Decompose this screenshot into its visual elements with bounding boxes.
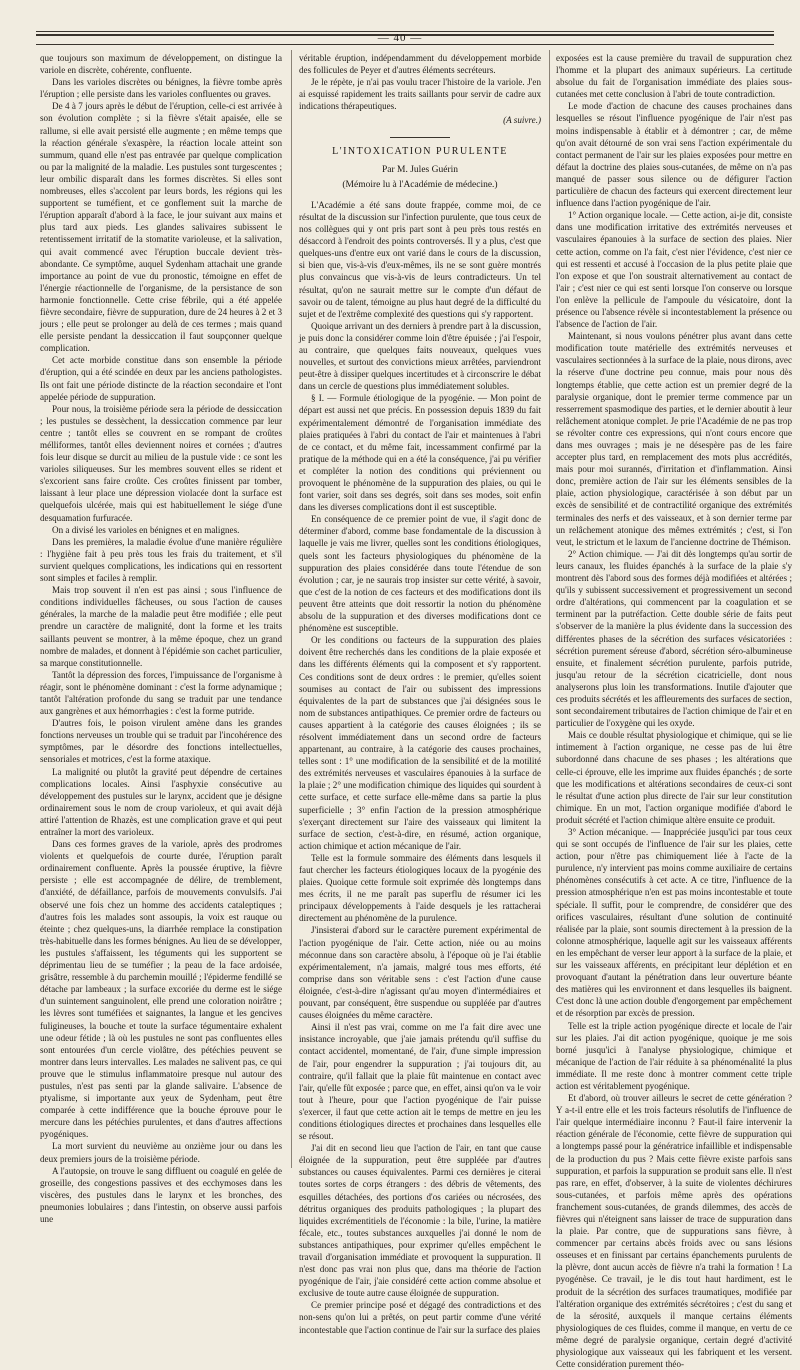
paragraph: Mais trop souvent il n'en est pas ainsi ; sous l'influence de conditions individuelles fâcheuses, ou sous l'action de causes générales, la marche de la maladie peut être modifiée ; elle peut prendre un caractère de malignité, dont la forme et les traits saillants peuvent se montrer, à la même époque, chez un grand nombre de malades, et donnent à l'épidémie son cachet particulier, sa marque constitutionnelle.: [40, 585, 282, 668]
paragraph: La malignité ou plutôt la gravité peut dépendre de certaines complications locales. Ainsi l'asphyxie consécutive au développement des pustules sur le larynx, accident que je désigne ordinairement sous le nom de croup varioleux, et qui avait déjà attiré l'attention de Rhazès, est une complication grave et qui peut entraîner la mort des varioleux.: [40, 766, 282, 837]
header-rule-bottom: [36, 44, 774, 45]
paragraph: Telle est la triple action pyogénique directe et locale de l'air sur les plaies. J'ai dit action pyogénique, quoique je me sois borné jusqu'ici à l'analyse physiologique, chimique et mécanique de l'action de l'air réduite à sa phénoménalité la plus immédiate. Il me reste donc à montrer comment cette triple action est véritablement pyogénique.: [556, 1020, 792, 1091]
paragraph: § I. — Formule étiologique de la pyogénie. — Mon point de départ est aussi net que précis. En possession depuis 1839 du fait expérimentalement démontré de l'organisation immédiate des plaies pratiquées à l'abri du contact de l'air et maintenues à l'abri de ce contact, et du même fait, incessamment confirmé par la pratique de la méthode qui en a été la conséquence, j'ai pu vérifier et compléter la notion des conditions qui préviennent ou provoquent le phénomène de la suppuration des plaies, ou qui le font varier, soit dans ses degrés, soit dans ses modes, soit enfin dans les diverses complications dont il est susceptible.: [299, 393, 541, 513]
paragraph: Dans ces formes graves de la variole, après des prodromes violents et quelquefois de courte durée, l'éruption paraît ordinairement confluente. Après la poussée éruptive, la fièvre persiste ; elle est accompagnée de délire, de tremblement, d'anxiété, de défaillance, parfois de mouvements convulsifs. J'ai observé une fois chez un homme des accidents cataleptiques ; d'autres fois les malades sont assoupis, la voix est rauque ou éteinte ; chez quelques-uns, la diarrhée remplace la constipation très-habituelle dans les formes bénignes. Au lieu de se développer, les pustules s'affaissent, les téguments qui les supportent se déprimentau lieu de se tuméfier ; la peau de la face ardoisée, grisâtre, ressemble à du parchemin mouillé ; l'épiderme fendillé se détache par lambeaux ; la surface excoriée du derme est le siége d'un suintement sanguinolent, elle prend une coloration noirâtre ; les lèvres sont tuméfiées et saignantes, la langue et les gencives fuligineuses, la bouche et toute la surface tégumentaire exhalent une odeur fétide ; là où les pustules ne sont pas confluentes elles sont entourées d'un cercle violâtre, des pétéchies peuvent se montrer dans leurs intervalles. Les malades ne salivent pas, ce qui prouve que le stimulus inflammatoire presque nul autour des pustules, n'est pas senti par la glande salivaire. L'absence de ptyalisme, si importante aux yeux de Sydenham, peut être comparée à cette indifférence que la bouche éprouve pour le mercure dans les pétéchies purulentes, et dans d'autres affections pyogéniques.: [40, 839, 282, 1140]
paragraph: De 4 à 7 jours après le début de l'éruption, celle-ci est arrivée à son évolution complète ; si la fièvre s'était apaisée, elle se rallume, si elle avait persisté elle augmente ; en même temps que la réaction générale s'exaspère, la réaction locale atteint son summum, quand elle n'est pas entravée par quelque complication ou par la malignité de la maladie. Les pustules sont turgescentes ; leur ombilic disparaît dans les formes discrètes. Si elles sont nombreuses, elles s'accolent par leurs bords, les régions qui les supportent se tuméfient, et ce gonflement suit la marche de l'éruption apparaît d'abord à la face, le jour suivant aux mains et plus tard aux pieds. Les glandes salivaires subissent le retentissement irritatif de la stomatite varioleuse, et la salivation, qui avait commencé avec l'éruption buccale devient très-abondante. Ce symptôme, auquel Sydenham attachait une grande importance au point de vue du pronostic, témoigne en effet de l'énergie réactionnelle de l'organisme, de la persistance de son harmonie fonctionnelle. Cette crise fébrile, qui a été appelée fièvre secondaire, fièvre de suppuration, dure de 24 heures à 2 et 3 jours ; elle peut se prolonger au delà de ces termes ; mais quand elle persiste pendant la dessiccation il faut soupçonner quelque complication.: [40, 101, 282, 354]
paragraph: Telle est la formule sommaire des éléments dans lesquels il faut chercher les facteurs étiologiques locaux de la pyogénie des plaies. Quoique cette formule soit exprimée dès longtemps dans mes écrits, il ne me paraît pas superflu de résumer ici les principaux développements à l'aide desquels je les rattacherai directement au phénomène de la purulence.: [299, 852, 541, 924]
paragraph: Maintenant, si nous voulons pénétrer plus avant dans cette modification toute matérielle des extrémités nerveuses et vasculaires sectionnées à la surface de la plaie, nous dirons, avec la réserve d'une doctrine peu connue, mais pour nous dès longtemps établie, que cette action est un premier degré de la paralysie organique, dont le premier terme commence par un resserrement spasmodique des parties, et le dernier aboutit à leur relâchement atonique complet. Je prie l'Académie de ne pas trop se révolter contre ces expressions, qui n'ont cours encore que dans mes ouvrages ; mais je ne désespère pas de les faire accepter plus tard, en remplacement des mots plus accrédités, mais pour moi surannés, d'irritation et d'inflammation. Ainsi donc, première action de l'air sur les éléments sensibles de la plaie, action physiologique, caractérisée à son début par un excès de sensibilité et de contractilité organique des extrémités terminales des nerfs et des vaisseaux, et à son dernier terme par un relâchement atonique des mêmes extrémités ; c'est, si l'on veut, le strictum et le laxum de l'ancienne doctrine de Thémison.: [556, 331, 792, 547]
paragraph: Mais ce double résultat physiologique et chimique, qui se lie intimement à l'action organique, ne cesse pas de lui être subordonné dans chacune de ses phases ; les altérations que celle-ci éprouve, elle les imprime aux fluides épanchés ; de sorte que les modifications et altérations secondaires de ceux-ci sont le résultat d'une action plus directe de l'air sur leur constitution chimique. En un mot, l'action organique modifiée d'abord le produit sécrété et l'action chimique altère ensuite ce produit.: [556, 730, 792, 825]
paragraph: Ainsi il n'est pas vrai, comme on me l'a fait dire avec une insistance incroyable, que j'aie jamais prétendu qu'il suffise du contact accidentel, momentané, de l'air, d'une simple impression de l'air, pour engendrer la suppuration ; j'ai toujours dit, au contraire, qu'il fallait que la plaie fût maintenue en contact avec l'air, qu'elle fût exposée ; parce que, en effet, ainsi qu'on va le voir tout à l'heure, pour que l'action pyogénique de l'air puisse s'exercer, il faut que cette action ait le temps de mettre en jeu les conditions étiologiques directes et prochaines dans lesquelles elle se résout.: [299, 1022, 541, 1142]
paragraph: J'insisterai d'abord sur le caractère purement expérimental de l'action pyogénique de l'air. Cette action, niée ou au moins méconnue dans son caractère absolu, à l'époque où je l'ai établie expérimentalement, n'a jamais, malgré tous mes efforts, été comprise dans son véritable sens : c'est l'action d'une cause éloignée, c'est-à-dire n'agissant qu'au moyen d'intermédiaires et pouvant, par conséquent, être suspendue ou suppléée par d'autres causes éloignées du même caractère.: [299, 925, 541, 1021]
article-note: (Mémoire lu à l'Académie de médecine.): [342, 179, 498, 190]
paragraph: La mort survient du neuvième au onzième jour ou dans les deux premiers jours de la troisième période.: [40, 1141, 282, 1164]
article-title: L'INTOXICATION PURULENTE: [332, 145, 508, 157]
column-divider: [549, 50, 550, 1168]
paragraph: Pour nous, la troisième période sera la période de dessiccation ; les pustules se dessèchent, la dessiccation commence par leur centre ; tantôt elles se couvrent en se rompant de croûtes mélliformes, tantôt elles deviennent noires et cornées ; d'autres fois leur disque se durcit au milieu de la pustule vide : ce sont les varioles siliqueuses. Sur les membres souvent elles se rident et s'excorient sans faire croûte. Ces croûtes finissent par tomber, laissant à leur place une dépression violacée dont la surface est quelquefois ulcérée, mais qui est habituellement le siége d'une desquamation furfuracée.: [40, 403, 282, 523]
article-separator: [390, 137, 450, 138]
paragraph: Dans les premières, la maladie évolue d'une manière régulière : l'hygiène fait à peu près tous les frais du traitement, et s'il survient quelques complications, les indications qui en ressortent sont simples et faciles à remplir.: [40, 536, 282, 584]
paragraph: On a divisé les varioles en bénignes et en malignes.: [52, 524, 240, 535]
paragraph: exposées est la cause première du travail de suppuration chez l'homme et la plupart des animaux supérieurs. La certitude absolue du fait de l'organisation immédiate des plaies sous-cutanées met cette conclusion à l'abri de toute contradiction.: [556, 53, 792, 100]
paragraph: 1° Action organique locale. — Cette action, ai-je dit, consiste dans une modification irritative des extrémités nerveuses et vasculaires épanouies à la surface de section des plaies. Nier cette action, comme on l'a fait, c'est nier l'évidence, c'est nier ce qui est ressenti et accusé à l'occasion de la plus petite plaie que l'on expose et que l'on soustrait alternativement au contact de l'air ; c'est nier ce qui est senti lorsque l'on conserve ou lorsque l'on enlève la pellicule de l'ampoule du vésicatoire, dont la présence ou l'absence révèle si incontestablement la présence ou l'absence de l'action de l'air.: [556, 210, 792, 330]
page-number: — 40 —: [377, 32, 423, 44]
article-author: Par M. Jules Guérin: [382, 164, 458, 175]
paragraph: A l'autopsie, on trouve le sang diffluent ou coagulé en gelée de groseille, des congestions passives et des ecchymoses dans les viscères, des pustules dans le larynx et les bronches, des pneumonies lobulaires ; dans l'intestin, on observe aussi parfois une: [40, 1165, 282, 1224]
paragraph: D'autres fois, le poison virulent amène dans les grandes fonctions nerveuses un trouble qui se traduit par l'incohérence des symptômes, par le désordre des fonctions intellectuelles, sensoriales et motrices, c'est la forme ataxique.: [40, 718, 282, 765]
paragraph: Le mode d'action de chacune des causes prochaines dans lesquelles se résout l'influence pyogénique de l'air n'est pas moins indispensable à établir et à démontrer ; car, de même qu'on avait détourné de son vrai sens l'action expérimentale du contact permanent de l'air sur les plaies exposées pour mettre en défaut la doctrine des plaies sous-cutanées, de même on n'a pas manqué de passer sous silence ou de défigurer l'action particulière de chacun des facteurs qui exercent directement leur influence dans l'action pyogénique de l'air.: [556, 101, 792, 209]
paragraph: Je le répète, je n'ai pas voulu tracer l'histoire de la variole. J'en ai esquissé rapidement les traits saillants pour servir de cadre aux indications thérapeutiques.: [299, 77, 541, 112]
paragraph: Cet acte morbide constitue dans son ensemble la période d'éruption, qui a été scindée en deux par les anciens pathologistes. Ils ont fait une période distincte de la réaction secondaire et l'ont appelée période de suppuration.: [40, 355, 282, 402]
paragraph: véritable éruption, indépendamment du développement morbide des follicules de Peyer et d'autres éléments secréteurs.: [299, 53, 541, 76]
column-1: [40, 52, 282, 1224]
paragraph: Et d'abord, où trouver ailleurs le secret de cette génération ? Y a-t-il entre elle et les trois facteurs résolutifs de l'influence de l'air quelque intermédiaire inconnu ? Faut-il faire intervenir la réaction générale de l'économie, cette fièvre de suppuration qui a longtemps passé pour la génératrice infaillible et indispensable de la production du pus ? Mais cette fièvre existe parfois sans suppuration, et parfois la suppuration se produit sans elle. Il n'est pas rare, en effet, d'observer, à la suite de violentes déchirures sous-cutanées, et parfois même après des opérations franchement sous-cutanées, de grands dilemmes, des accès de fièvres qui n'éteignent sans laisser de trace de suppuration dans la plaie. Par contre, que de suppurations sans fièvre, à commencer par certains abcès froids avec ou sans lésions osseuses et en finissant par certains épanchements purulents de la plèvre, dont aucun accès de fièvre n'a trahi la formation ! La pyogénèse. Ce travail, je le dis tout haut hardiment, est le produit de la sécrétion des surfaces traumatiques, modifiée par l'altération organique des extrémités sécrétoires ; c'est du sang et de la sérosité, auxquels il manque certains éléments physiologiques de ces fluides, comme il manque, en vertu de ce même degré de paralysie organique, certain degré d'activité physiologique aux vaisseaux qui les fabriquent et les versent. Cette considération purement théo-: [556, 1093, 793, 1370]
paragraph: que toujours son maximum de développement, on distingue la variole en discrète, cohérente, confluente.: [40, 53, 282, 76]
column-2: [299, 52, 541, 1335]
paragraph: 3° Action mécanique. — Inappréciée jusqu'ici par tous ceux qui se sont occupés de l'influence de l'air sur les plaies, cette action, pour n'être pas chimiquement liée à l'acte de la purulence, n'y intervient pas moins comme auxiliaire de certains phénomènes consécutifs à cet acte. A ce titre, l'influence de la pression atmosphérique n'en est pas moins incontestable et toute spéciale. Il suffit, pour le comprendre, de considérer que des orifices vasculaires, résultant d'une solution de continuité réalisée par la plaie, sont soumis directement à la pression de la colonne atmosphérique, laquelle agit sur les vaisseaux afférents en les empêchant de verser leur apport à la surface de la plaie, et sur les vaisseaux afférents, en précipitant leur déplétion et en provoquant d'autant la pénétration dans leur ouverture béante des matières qui les environnent et dans lesquelles ils baignent. C'est donc là une action double d'engorgement par empêchement et de résorption par excès de pression.: [556, 827, 792, 1019]
paragraph: L'Académie a été sans doute frappée, comme moi, de ce résultat de la discussion sur l'infection purulente, que tous ceux de nos collègues qui y ont pris part sont à peu près tous restés en désaccord à l'endroit des points controversés. Il y a plus, c'est que quelques-uns d'entre eux ont varié dans le cours de la discussion, si bien que, vis-à-vis d'eux-mêmes, ils ne se sont guère montrés plus convaincus que vis-à-vis de leurs contradicteurs. Un tel résultat, qu'on ne saurait mettre sur le compte d'un défaut de savoir ou de talent, témoigne au plus haut degré de la difficulté du sujet et de l'extrême complexité des questions qui s'y rapportent.: [299, 199, 541, 319]
paragraph: Dans les varioles discrètes ou bénignes, la fièvre tombe après l'éruption ; elle persiste dans les varioles confluentes ou graves.: [40, 77, 282, 100]
paragraph: Ce premier principe posé et dégagé des contradictions et des non-sens qu'on lui a prêtés, on peut partir comme d'une vérité incontestable que l'action continue de l'air sur la surface des plaies: [299, 1300, 541, 1335]
column-divider: [291, 50, 292, 1168]
paragraph: J'ai dit en second lieu que l'action de l'air, en tant que cause éloignée de la suppuration, peut être suppléée par d'autres substances ou causes équivalentes. Parmi ces dernières je citerai toutes sortes de corps étrangers : des débris de vêtements, des esquilles détachées, des portions d'os cariées ou nécrosées, des détritus organiques des produits pathologiques ; la plupart des liquides excrémentitiels de l'économie : la bile, l'urine, la matière fécale, etc., toutes substances auxquelles j'ai donné le nom de substances antipathiques, pour exprimer qu'elles empêchent le travail d'organisation immédiate et provoquent la suppuration. Il n'est donc pas vrai non plus que, dans ma théorie de l'action pyogénique de l'air, j'aie considéré cette action comme absolue et exclusive de toute autre cause éloignée de suppuration.: [299, 1143, 541, 1299]
paragraph: Or les conditions ou facteurs de la suppuration des plaies doivent être recherchés dans les conditions de la plaie exposée et dans les différents éléments qui la composent et s'y rapportent. Ces conditions sont de deux ordres : le premier, qu'elles soient soumises au contact de l'air ou subissent des impressions équivalentes de la part de substances que j'ai désignées sous le nom de substances antipathiques. Ce premier ordre de facteurs ou causes appartient à la catégorie des causes éloignées ; ils se résolvent immédiatement dans un second ordre de facteurs appartenant, au contraire, à la catégorie des causes prochaines, telles sont : 1° une modification de la sensibilité et de la motilité des extrémités nerveuses et vasculaires épanouies à la surface de la plaie ; 2° une modification chimique des liquides qui sourdent à cette surface, et cette surface elle-même dans sa partie la plus superficielle ; 3° enfin l'action de la pression atmosphérique s'exerçant directement sur l'aire des vaisseaux qui limitent la surface de section, c'est-à-dire, en résumé, action organique, action chimique et action mécanique de l'air.: [299, 635, 541, 851]
column-3: [556, 52, 793, 1370]
paragraph: Quoique arrivant un des derniers à prendre part à la discussion, je puis donc la considérer comme loin d'être épuisée ; j'ai l'espoir, au contraire, que quelques faits nouveaux, quelques vues nouvelles, et surtout des convictions mieux arrêtées, parviendront peut-être à dissiper quelques incertitudes et à circonscrire le débat dans un cercle de questions plus immédiatement solubles.: [299, 320, 541, 392]
paragraph: Tantôt la dépression des forces, l'impuissance de l'organisme à réagir, sont le phénomène dominant : c'est la forme adynamique ; tantôt l'altération profonde du sang se traduit par une tendance aux gangrènes et aux hémorrhagies : c'est la forme putride.: [40, 669, 282, 717]
paragraph: 2° Action chimique. — J'ai dit dès longtemps qu'au sortir de leurs canaux, les fluides épanchés à la surface de la plaie s'y montrent dès l'abord sous des formes déjà modifiées et altérées ; qu'ils y subissent successivement et progressivement un second ordre d'altérations, qui commencent par la coagulation et se terminent par la putréfaction. Cette double série de faits peut s'observer de la manière la plus évidente dans la succession des différentes phases de la sécrétion des surfaces vésicatoriées : sécrétion purement séreuse d'abord, sécrétion séro-albumineuse ensuite, et finalement sécrétion purulente, parfois putride, jusqu'au retour de la sécrétion cicatricielle, dont nous analyserons plus loin les transformations. Inutile d'ajouter que ces produits sécrétés et les affleurements des surfaces de section, sont secondairement tributaires de l'action chimique de l'air et en particulier de l'oxygène qui les oxyde.: [556, 548, 792, 729]
paragraph: En conséquence de ce premier point de vue, il s'agit donc de déterminer d'abord, comme base fondamentale de la discussion à laquelle je vais me livrer, quelles sont les conditions étiologiques, quels sont les facteurs physiologiques du phénomène de la suppuration des plaies considérée dans toute l'étendue de son évolution ; car, je ne saurais trop insister sur cette vérité, à savoir, que c'est de la notion de ces facteurs et des modifications dont ils peuvent être atteints que doit ressortir la notion du phénomène absolu de la suppuration et des diverses modifications dont ce phénomène est susceptible.: [299, 514, 541, 634]
to-be-continued: (A suivre.): [503, 115, 541, 126]
